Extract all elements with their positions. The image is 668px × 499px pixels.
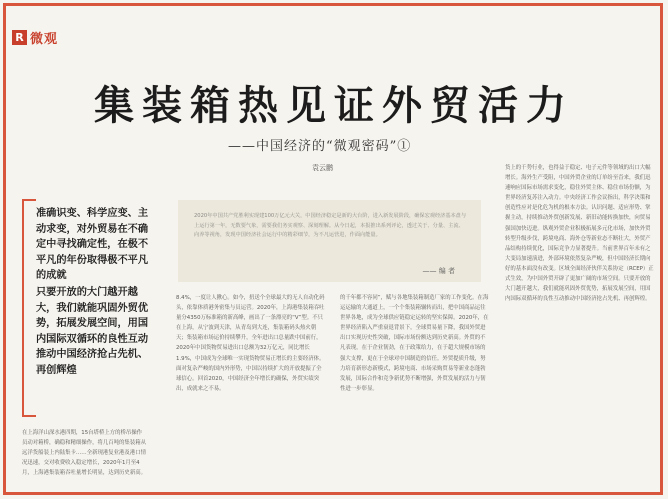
pull-quote-corner-top [24, 199, 36, 201]
section-tag [12, 28, 58, 47]
pull-quote-paragraph-2: 只要开放的大门越开越大，我们就能巩固外贸优势，拓展发展空间，用国内国际双循环的良性互动推动中国经济抢占先机、再创辉煌 [36, 287, 149, 376]
section-label: 微观 [30, 32, 59, 47]
article-column-3: 的千年都不容同”，赋与各地集装箱制造厂家的工作变化。在海运运输的大通道上，一个个集装箱辗转而出，把中国商品运往世界各地，成为全球供应链稳定运转的坚实保障。2020年，在世界经济陷入严重衰退背景下，全球贸易量下降，我国外贸进出口实现历史性突破，国际市场份额达到历史新高。外贸的不凡表现，在于企业韧劲，在于政策给力，在于超大规模市场的强大支撑，更在于全球对中国制造的信任。外贸提质升级，努力培育新形态新模式，跨境电商、市场采购贸易等新业态蓬勃发展，国际合作和竞争新优势不断增强，外贸发展的活力与韧性进一步彰显。 [340, 295, 489, 392]
pull-quote-paragraph-1: 准确识变、科学应变、主动求变，对外贸易在不确定中寻找确定性，在极不平凡的年份取得极不平凡的成就 [36, 208, 149, 281]
article-column-1: 在上海洋山深水港四期，15台塔桥上方的桥吊操作员动对箱桥，确稳和精细操作，将几百吨的集装箱从远洋货船装上内陆集卡……全新现港复业港及港口情况迅速，交对收费收入稳定增长，2020年1月至4月，上海港集装箱吞吐量增长明显，达到历史新高。 [22, 430, 146, 477]
editor-note [178, 200, 481, 282]
editor-note-signature: —— 编 者 [422, 267, 455, 275]
article-column-2: 8.4%，一度让人揪心。如今，扭送个全球最大的无人自动化码头，依靠体质港务密集与员运营。2020年，上海港集装箱吞吐量分4350万标准箱的新高峰，画出了一条漂亮的“V”型。不只在上海，从宁波到天津，从青岛到大连，集装箱码头热火朝天；集装箱市场运价持续攀升，全年进出口总量跌中国前行，2020年中国货物贸易进出口总额为32万亿元，同比增长1.9%，中国成为全球唯一实现货物贸易正增长的主要经济体。面对复杂严峻的国内外形势，中国以持续扩大的开放提振了全球信心。回首2020，中国经济全年增长的确保，外贸实绩突出，成就来之不易。 [176, 295, 325, 392]
headline: 集装箱热见证外贸活力 [94, 83, 574, 129]
pull-quote [22, 199, 148, 417]
subtitle: ——中国经济的“微观密码”① [228, 139, 412, 154]
article-column-4: 货上的千势行业，也得益于稳定、电子元件等领域的出口大幅增长。海外生产受阻，中国外贸企业的订单纷至沓来，我们迅速响应国际市场需求变化，稳住外贸主体、稳住市场份额，为世界经济复苏注入动力。中央经济工作会议指出，科学决策和创造性应对是化危为机的根本方法。认识问题、适应形势、掌握主动，持续推动外贸创新发展、新旧动能转换加快，向贸易强国加快迈进。纵观外贸企业积极拓展多元化市场，加快外贸转型升级步伐，跨境电商、海外仓等新业态不断壮大，外贸产品结构持续优化，国际竞争力显著提升。当前世界百年未有之大变局加速演进，外部环境依然复杂严峻，但中国经济长期向好的基本面没有改变。区域全面经济伙伴关系协定（RCEP）正式生效，为中国外贸开辟了更加广阔的市场空间。只要开放的大门越开越大，我们就能巩固外贸优势，拓展发展空间，用国内国际双循环的良性互动推动中国经济抢占先机、再创辉煌。 [505, 165, 654, 303]
author-byline: 袁云鹏 [312, 164, 333, 172]
pull-quote-corner-bottom [24, 415, 36, 417]
editor-note-text: 2020年中国共产党胜利实现建100万亿元大关，中国经济稳定是新的大台阶，进入新发展阶段，确保宏观经济基本盘与上运行第一年，无数要气象，需要我们务实观察、深刻理解。从今日起，本报推出系列评论，透过关于、分量、主流、向养等视角，发现中国经济社会运行中的精彩细节，为不凡运营进，作面向能量。 [194, 213, 467, 238]
section-badge: R [12, 30, 27, 45]
